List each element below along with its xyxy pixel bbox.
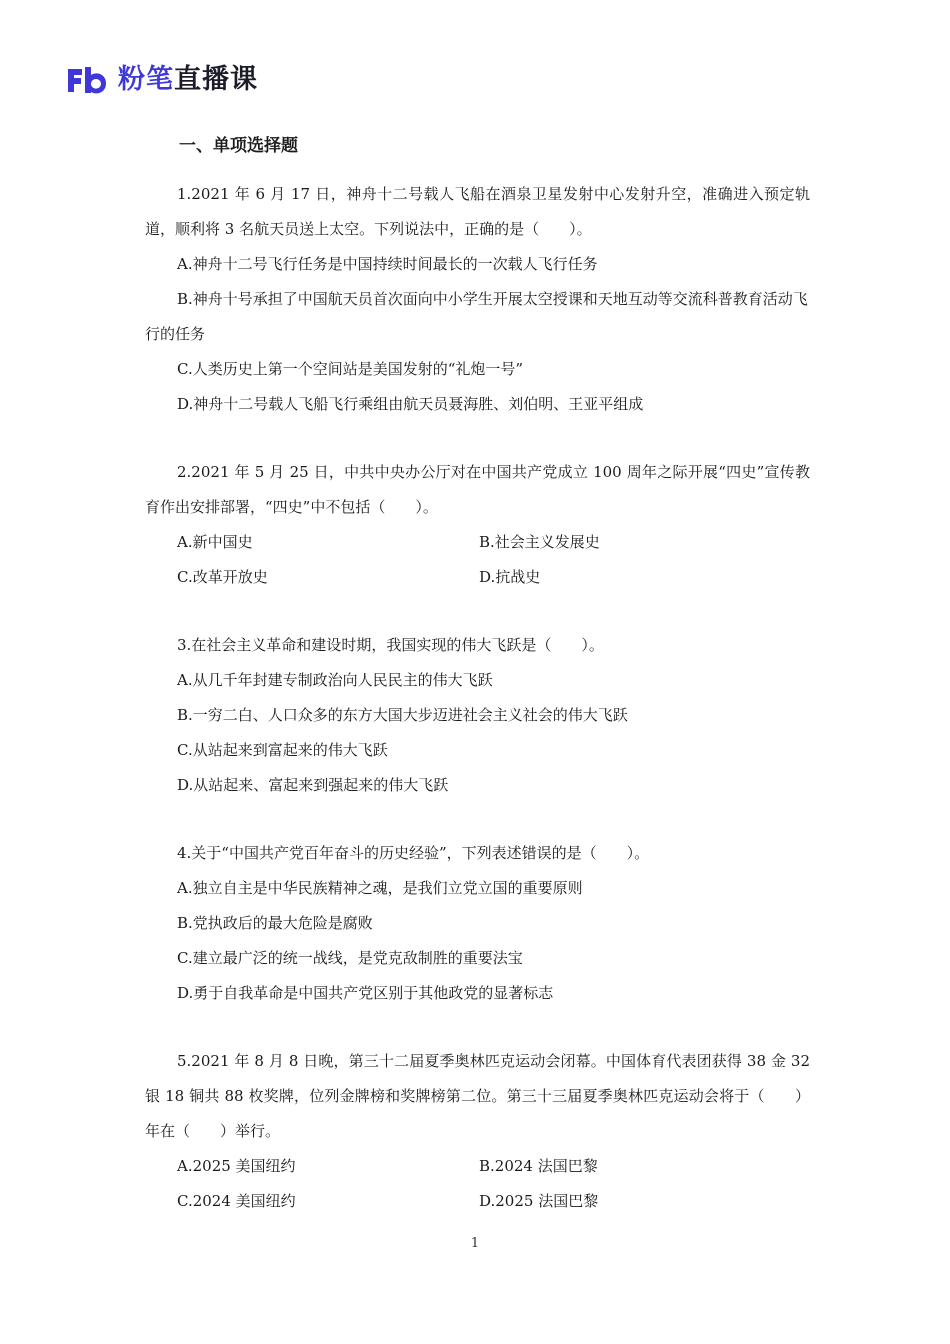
logo-wordmark [118,62,258,98]
option-row [145,560,810,595]
question-stem: 1.2021 年 6 月 17 日，神舟十二号载人飞船在酒泉卫星发射中心发射升空，准确进入预定轨道，顺利将 3 名航天员送上太空。下列说法中，正确的是（ ）。 [145,185,810,238]
question-5 [145,1044,810,1219]
question-1 [145,177,810,422]
option-c: C.2024 美国纽约 [177,1192,296,1210]
question-3 [145,628,810,803]
page-number: 1 [470,1236,480,1251]
option-a: A.2025 美国纽约 [177,1157,296,1175]
option-row [145,525,810,560]
option-b: B.党执政后的最大危险是腐败 [177,914,373,932]
option-a: A.独立自主是中华民族精神之魂，是我们立党立国的重要原则 [177,879,583,897]
question-2 [145,455,810,595]
question-4 [145,836,810,1011]
logo-sub-text: 直播课 [174,64,258,95]
option-b: B.一穷二白、人口众多的东方大国大步迈进社会主义社会的伟大飞跃 [177,706,628,724]
option-a: A.新中国史 [177,533,253,551]
option-c: C.从站起来到富起来的伟大飞跃 [177,741,388,759]
option-d: D.2025 法国巴黎 [479,1192,599,1210]
logo-brand-text: 粉笔 [118,64,174,95]
option-c: C.改革开放史 [177,568,268,586]
option-d: D.勇于自我革命是中国共产党区别于其他政党的显著标志 [177,984,554,1002]
option-c: C.人类历史上第一个空间站是美国发射的“礼炮一号” [177,360,524,378]
option-a: A.神舟十二号飞行任务是中国持续时间最长的一次载人飞行任务 [177,255,598,273]
option-d: D.抗战史 [479,568,541,586]
question-stem: 5.2021 年 8 月 8 日晚，第三十二届夏季奥林匹克运动会闭幕。中国体育代表团获得 38 金 32 银 18 铜共 88 枚奖牌，位列金牌榜和奖牌榜第二位。第三十三届夏季奥林匹克运动会将于（ ）年在（ ）举行。 [145,1052,810,1140]
question-stem: 3.在社会主义革命和建设时期，我国实现的伟大飞跃是（ ）。 [177,636,604,654]
document-body [145,128,810,1219]
option-b: B.社会主义发展史 [479,533,600,551]
option-d: D.神舟十二号载人飞船飞行乘组由航天员聂海胜、刘伯明、王亚平组成 [177,395,644,413]
brand-logo [66,62,258,98]
fb-logo-icon [66,65,112,95]
option-d: D.从站起来、富起来到强起来的伟大飞跃 [177,776,449,794]
option-b: B.2024 法国巴黎 [479,1157,598,1175]
section-title: 一、单项选择题 [179,136,298,156]
option-c: C.建立最广泛的统一战线，是党克敌制胜的重要法宝 [177,949,523,967]
option-a: A.从几千年封建专制政治向人民民主的伟大飞跃 [177,671,493,689]
option-b: B.神舟十号承担了中国航天员首次面向中小学生开展太空授课和天地互动等交流科普教育活动飞行的任务 [145,290,808,343]
option-row [145,1184,810,1219]
question-stem: 2.2021 年 5 月 25 日，中共中央办公厅对在中国共产党成立 100 周年之际开展“四史”宣传教育作出安排部署，“四史”中不包括（ ）。 [145,463,810,516]
question-stem: 4.关于“中国共产党百年奋斗的历史经验”，下列表述错误的是（ ）。 [177,844,650,862]
option-row [145,1149,810,1184]
